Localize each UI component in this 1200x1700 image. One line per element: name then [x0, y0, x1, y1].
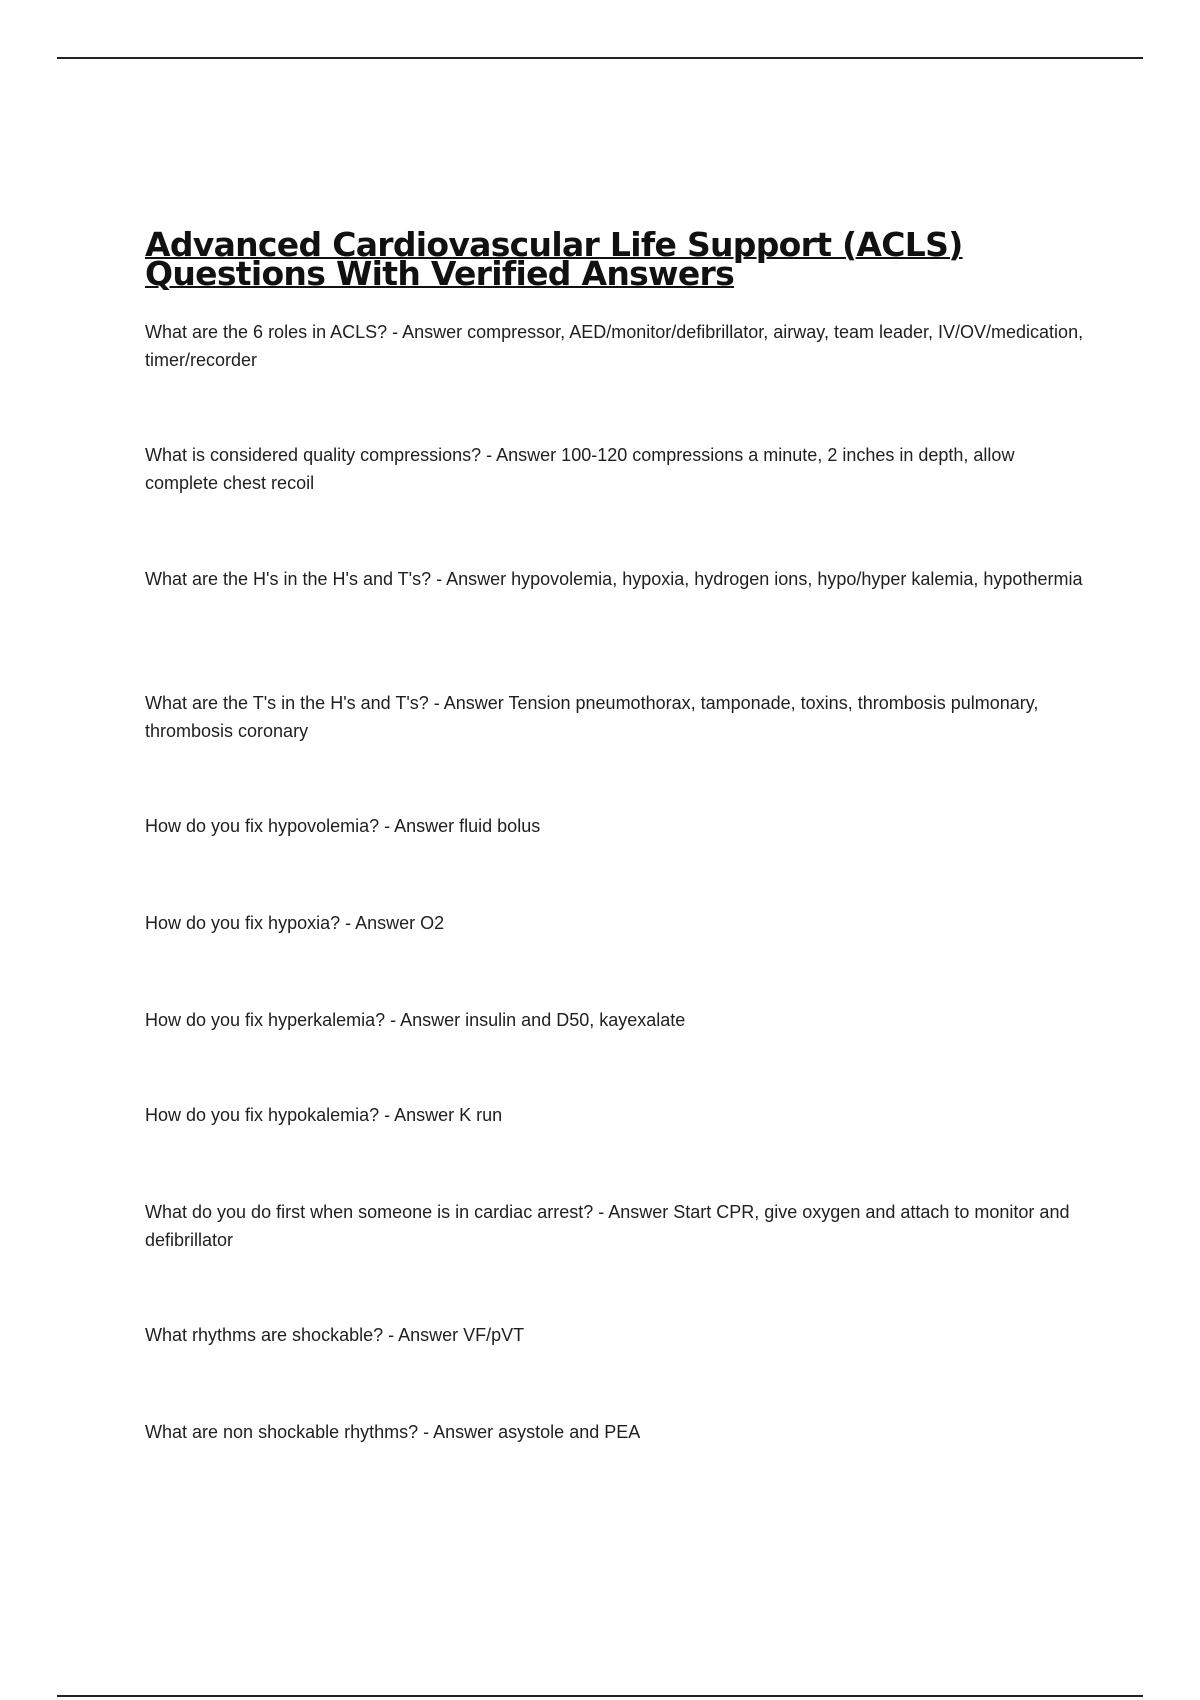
qa-item-hypoxia: How do you fix hypoxia? - Answer O2: [145, 913, 445, 933]
bottom-divider: [57, 1695, 1143, 1697]
qa-item-non-shockable: What are non shockable rhythms? - Answer asystole and PEA: [145, 1422, 641, 1442]
qa-item-hypokalemia: How do you fix hypokalemia? - Answer K run: [145, 1105, 503, 1125]
document-title: Advanced Cardiovascular Life Support (ACLS) Questions With Verified Answers: [145, 225, 963, 293]
qa-item-hs: What are the H's in the H's and T's? - Answer hypovolemia, hypoxia, hydrogen ions, hypo/hyper kalemia, hypothermia: [145, 569, 1083, 589]
qa-item-ts: What are the T's in the H's and T's? - Answer Tension pneumothorax, tamponade, toxins, thrombosis pulmonary, thrombosis coronary: [145, 693, 1039, 741]
qa-item-quality-compressions: What is considered quality compressions? - Answer 100-120 compressions a minute, 2 inches in depth, allow complete chest recoil: [145, 445, 1015, 493]
qa-item-shockable: What rhythms are shockable? - Answer VF/pVT: [145, 1325, 525, 1345]
top-divider: [57, 57, 1143, 59]
qa-item-hypovolemia: How do you fix hypovolemia? - Answer fluid bolus: [145, 816, 541, 836]
qa-item-roles: What are the 6 roles in ACLS? - Answer compressor, AED/monitor/defibrillator, airway, team leader, IV/OV/medication, timer/recorder: [145, 322, 1084, 370]
qa-item-hyperkalemia: How do you fix hyperkalemia? - Answer insulin and D50, kayexalate: [145, 1010, 686, 1030]
qa-item-cardiac-arrest: What do you do first when someone is in cardiac arrest? - Answer Start CPR, give oxygen and attach to monitor and defibrillator: [145, 1202, 1070, 1250]
